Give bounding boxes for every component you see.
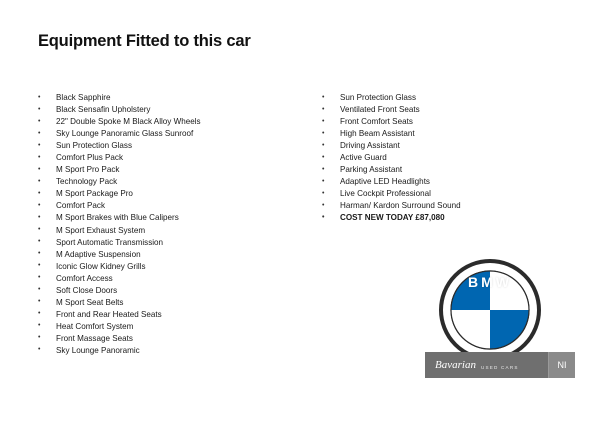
list-item: • M Sport Seat Belts xyxy=(38,297,298,309)
list-item: • Sport Automatic Transmission xyxy=(38,237,298,249)
equipment-list-right xyxy=(322,92,572,225)
list-item: • Soft Close Doors xyxy=(38,285,298,297)
list-item: • Sky Lounge Panoramic Glass Sunroof xyxy=(38,128,298,140)
list-item: • Parking Assistant xyxy=(322,164,572,176)
list-item: • Adaptive LED Headlights xyxy=(322,176,572,188)
list-item: • 22" Double Spoke M Black Alloy Wheels xyxy=(38,116,298,128)
list-item: • Active Guard xyxy=(322,152,572,164)
bmw-roundel-icon xyxy=(439,259,541,361)
list-item: • M Sport Package Pro xyxy=(38,188,298,200)
list-item: • Iconic Glow Kidney Grills xyxy=(38,261,298,273)
list-item: • Ventilated Front Seats xyxy=(322,104,572,116)
bmw-wordmark: BMW xyxy=(468,274,512,290)
list-item: • Front Comfort Seats xyxy=(322,116,572,128)
equipment-list-left xyxy=(38,92,298,357)
list-item: • Black Sapphire xyxy=(38,92,298,104)
cost-new-today: • COST NEW TODAY £87,080 xyxy=(322,212,572,224)
page-title: Equipment Fitted to this car xyxy=(38,32,251,50)
list-item: • Black Sensafin Upholstery xyxy=(38,104,298,116)
dealer-subtitle: USED CARS xyxy=(481,365,519,370)
list-item: • Comfort Access xyxy=(38,273,298,285)
list-item: • Comfort Pack xyxy=(38,200,298,212)
list-item: • Harman/ Kardon Surround Sound xyxy=(322,200,572,212)
list-item: • Technology Pack xyxy=(38,176,298,188)
list-item: • M Sport Exhaust System xyxy=(38,225,298,237)
list-item: • Front and Rear Heated Seats xyxy=(38,309,298,321)
list-item: • Sun Protection Glass xyxy=(322,92,572,104)
list-item: • M Sport Brakes with Blue Calipers xyxy=(38,212,298,224)
list-item: • M Adaptive Suspension xyxy=(38,249,298,261)
dealer-banner xyxy=(425,352,575,378)
list-item: • Driving Assistant xyxy=(322,140,572,152)
bmw-logo xyxy=(439,259,541,361)
list-item: • M Sport Pro Pack xyxy=(38,164,298,176)
list-item: • Heat Comfort System xyxy=(38,321,298,333)
list-item: • High Beam Assistant xyxy=(322,128,572,140)
dealer-name: Bavarian xyxy=(435,358,476,371)
list-item: • Live Cockpit Professional xyxy=(322,188,572,200)
dealer-region-badge: NI xyxy=(548,352,575,378)
list-item: • Sky Lounge Panoramic xyxy=(38,345,298,357)
list-item: • Front Massage Seats xyxy=(38,333,298,345)
list-item: • Comfort Plus Pack xyxy=(38,152,298,164)
list-item: • Sun Protection Glass xyxy=(38,140,298,152)
